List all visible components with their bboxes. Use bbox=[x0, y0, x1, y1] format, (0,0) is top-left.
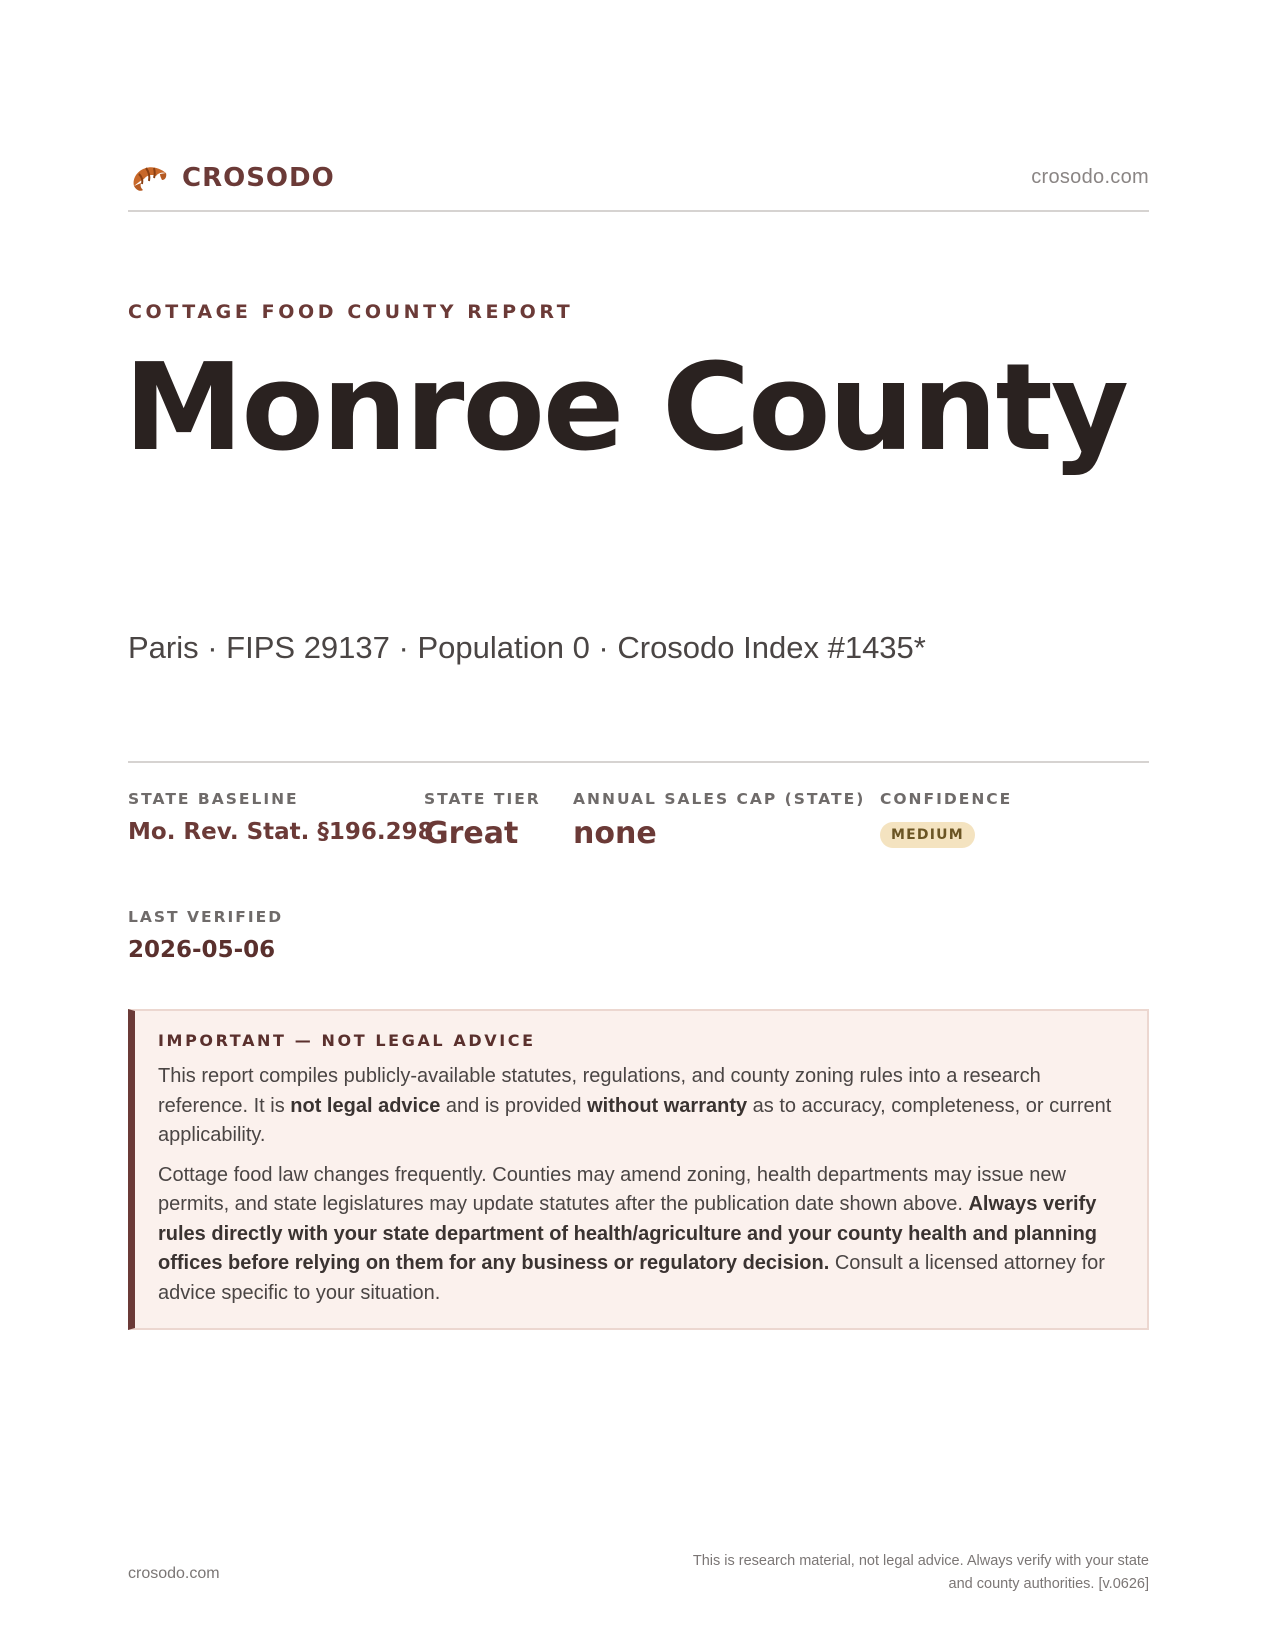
notice-emphasis: not legal advice bbox=[290, 1094, 441, 1117]
stat-label: ANNUAL SALES CAP (STATE) bbox=[573, 790, 866, 808]
footer-disclaimer-line: This is research material, not legal advice. Always verify with your state bbox=[692, 1553, 1149, 1569]
stat-last-verified bbox=[128, 908, 283, 963]
notice-text: Consult a licensed attorney for advice specific to your situation. bbox=[158, 1252, 1105, 1304]
notice-text: Cottage food law changes frequently. Counties may amend zoning, health departments may issue new permits, and state legislatures may update statutes after the publication date shown above. bbox=[158, 1163, 1066, 1215]
page-header bbox=[128, 160, 1149, 212]
stat-label: CONFIDENCE bbox=[880, 790, 1013, 808]
stat-value: Mo. Rev. Stat. §196.298 bbox=[128, 819, 434, 845]
site-url[interactable]: crosodo.com bbox=[1031, 166, 1149, 188]
notice-emphasis: without warranty bbox=[587, 1094, 748, 1117]
stat-value: 2026-05-06 bbox=[128, 937, 276, 963]
page-title: Monroe County bbox=[124, 339, 1128, 478]
notice-text: This report compiles publicly-available statutes, regulations, and county zoning rules into a research reference. It is bbox=[158, 1065, 1041, 1117]
stat-state-tier bbox=[424, 790, 541, 851]
notice-text: as to accuracy, completeness, or current applicability. bbox=[158, 1094, 1112, 1146]
legal-notice bbox=[128, 1009, 1149, 1330]
stat-label: STATE BASELINE bbox=[128, 790, 299, 808]
footer-disclaimer bbox=[609, 1550, 1149, 1596]
section-divider bbox=[128, 761, 1149, 763]
county-meta: Paris · FIPS 29137 · Population 0 · Crosodo Index #1435* bbox=[128, 630, 926, 665]
report-kicker: COTTAGE FOOD COUNTY REPORT bbox=[128, 301, 574, 323]
brand bbox=[130, 160, 335, 196]
stat-value: Great bbox=[424, 816, 519, 851]
footer-disclaimer-line: and county authorities. [v.0626] bbox=[948, 1576, 1149, 1592]
stat-label: STATE TIER bbox=[424, 790, 541, 808]
stat-confidence bbox=[880, 790, 1012, 848]
footer-site-url[interactable]: crosodo.com bbox=[128, 1565, 220, 1582]
notice-text: and is provided bbox=[440, 1094, 588, 1117]
stat-sales-cap bbox=[573, 790, 865, 851]
stat-label: LAST VERIFIED bbox=[128, 908, 284, 926]
brand-name: CROSODO bbox=[182, 163, 335, 193]
stat-state-baseline bbox=[128, 790, 434, 845]
stat-value: none bbox=[573, 816, 657, 851]
confidence-badge: MEDIUM bbox=[880, 822, 975, 848]
notice-paragraph bbox=[158, 1062, 1123, 1151]
notice-title: IMPORTANT — NOT LEGAL ADVICE bbox=[158, 1031, 536, 1050]
croissant-icon bbox=[130, 160, 170, 196]
notice-emphasis: Always verify rules directly with your state department of health/agriculture and your county health and planning offices before relying on them for any business or regulatory decision. bbox=[158, 1193, 1098, 1274]
notice-paragraph bbox=[158, 1161, 1123, 1309]
report-page bbox=[124, 0, 1149, 1650]
